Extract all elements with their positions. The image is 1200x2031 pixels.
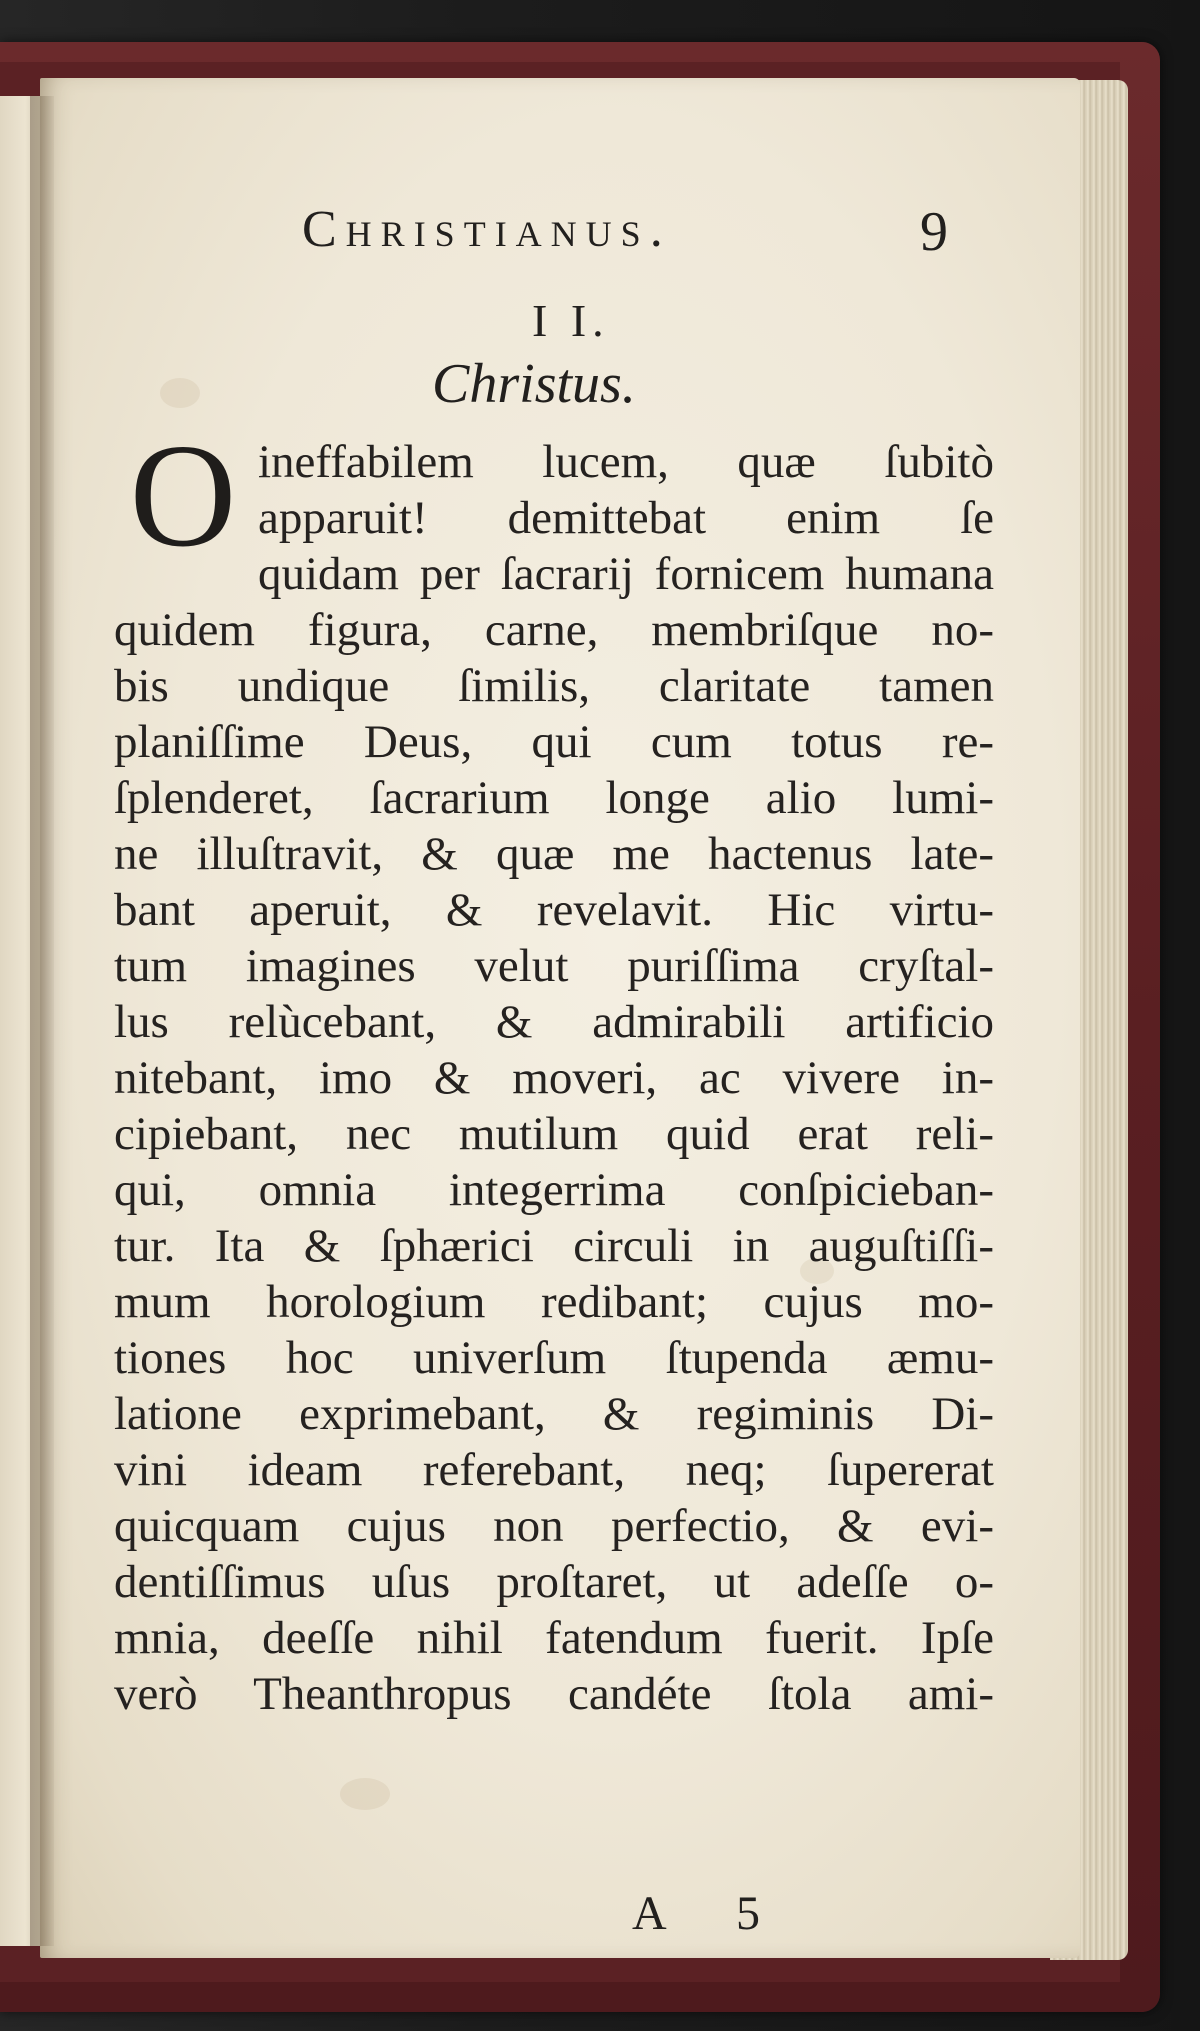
page-number: 9 xyxy=(920,201,948,263)
text-line: planiſſime Deus, qui cum totus re- xyxy=(114,716,994,768)
text-line: bant aperuit, & revelavit. Hic virtu- xyxy=(114,884,994,936)
text-line: vini ideam referebant, neq; ſupererat xyxy=(114,1444,994,1496)
paper-spot xyxy=(340,1778,390,1810)
signature-mark: A 5 xyxy=(632,1887,791,1940)
text-line: nitebant, imo & moveri, ac vivere in- xyxy=(114,1052,994,1104)
book-page xyxy=(40,78,1080,1958)
section-title: Christus. xyxy=(432,353,636,415)
text-line: tum imagines velut puriſſima cryſtal- xyxy=(114,940,994,992)
body-text xyxy=(114,414,994,1722)
text-line: tiones hoc univerſum ſtupenda æmu- xyxy=(114,1332,994,1384)
paper-spot xyxy=(160,378,200,408)
section-number: I I. xyxy=(532,295,610,346)
text-line: tur. Ita & ſphærici circuli in auguſtiſſi- xyxy=(114,1220,994,1272)
text-line: apparuit! demittebat enim ſe xyxy=(258,492,994,544)
drop-cap: O xyxy=(129,414,237,578)
text-line: mnia, deeſſe nihil fatendum fuerit. Ipſe xyxy=(114,1612,994,1664)
text-line: quidam per ſacrarij fornicem humana xyxy=(258,548,994,600)
text-line: lus relùcebant, & admirabili artificio xyxy=(114,996,994,1048)
text-line: qui, omnia integerrima conſpicieban- xyxy=(114,1164,994,1216)
text-line: quicquam cujus non perfectio, & evi- xyxy=(114,1500,994,1552)
text-line: cipiebant, nec mutilum quid erat reli- xyxy=(114,1108,994,1160)
text-line: ne illuſtravit, & quæ me hactenus late- xyxy=(114,828,994,880)
gutter-shadow xyxy=(30,96,54,1946)
text-line: latione exprimebant, & regiminis Di- xyxy=(114,1388,994,1440)
text-line: dentiſſimus uſus proſtaret, ut adeſſe o- xyxy=(114,1556,994,1608)
text-line: ineffabilem lucem, quæ ſubitò xyxy=(258,436,994,488)
running-head: Christianus. xyxy=(302,201,672,258)
text-line: ſplenderet, ſacrarium longe alio lumi- xyxy=(114,772,994,824)
text-line: quidem figura, carne, membriſque no- xyxy=(114,604,994,656)
text-line: bis undique ſimilis, claritate tamen xyxy=(114,660,994,712)
text-line: mum horologium redibant; cujus mo- xyxy=(114,1276,994,1328)
text-line: verò Theanthropus candéte ſtola ami- xyxy=(114,1668,994,1720)
